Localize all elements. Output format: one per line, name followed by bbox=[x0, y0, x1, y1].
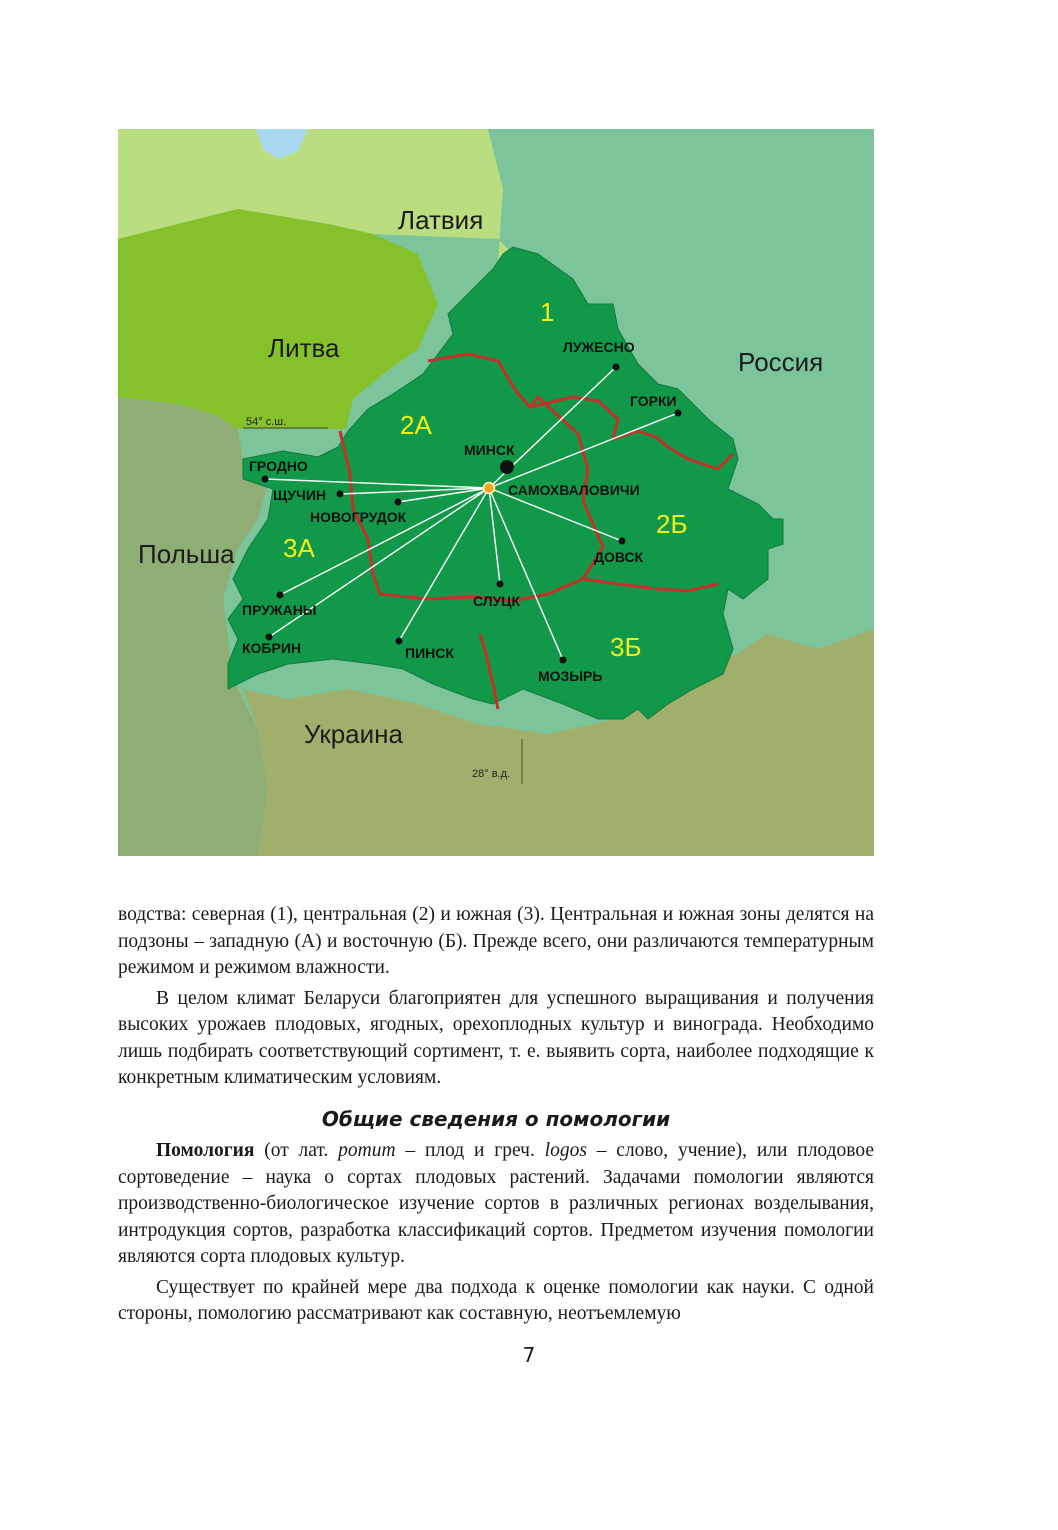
city-label-novogrudok: НОВОГРУДОК bbox=[310, 509, 407, 525]
paragraph-zones: водства: северная (1), центральная (2) и южная (3). Центральная и южная зоны делятся на подзоны – западную (А) и восточную (Б). Прежде всего, они различаются температурным режимом и режимом влажности. bbox=[118, 904, 874, 978]
city-label-gorki: ГОРКИ bbox=[630, 393, 677, 409]
zone-label-3a: 3А bbox=[283, 533, 315, 563]
country-label-latvia: Латвия bbox=[398, 205, 484, 235]
luzhesno-point bbox=[613, 364, 620, 371]
gorki-point bbox=[675, 410, 682, 417]
city-label-slutsk: СЛУЦК bbox=[473, 593, 521, 609]
latin-word: pomum bbox=[338, 1140, 396, 1161]
novogrudok-point bbox=[395, 499, 402, 506]
climate-zones-map bbox=[118, 129, 874, 856]
minsk-point bbox=[500, 460, 514, 474]
paragraph-approaches: Существует по крайней мере два подхода к оценке помологии как науки. С одной стороны, помологию рассматривают как составную, неотъемлемую bbox=[118, 1276, 874, 1324]
shchuchin-point bbox=[337, 491, 344, 498]
country-label-poland: Польша bbox=[138, 539, 235, 569]
city-label-samokhvalovichi: САМОХВАЛОВИЧИ bbox=[508, 482, 640, 498]
city-label-luzhesno: ЛУЖЕСНО bbox=[563, 339, 635, 355]
city-label-kobrin: КОБРИН bbox=[242, 640, 302, 656]
country-label-russia: Россия bbox=[738, 347, 824, 377]
mozyr-point bbox=[560, 657, 567, 664]
dovsk-point bbox=[619, 538, 626, 545]
city-label-mozyr: МОЗЫРЬ bbox=[538, 668, 603, 684]
page-number: 7 bbox=[522, 1343, 536, 1367]
definition-text-2: – плод и греч. bbox=[395, 1140, 545, 1161]
definition-text-1: (от лат. bbox=[254, 1140, 339, 1161]
latitude-label: 54° с.ш. bbox=[246, 416, 287, 428]
zone-label-3b: 3Б bbox=[610, 632, 642, 662]
city-label-pinsk: ПИНСК bbox=[405, 645, 454, 661]
slutsk-point bbox=[497, 581, 504, 588]
longitude-label: 28° в.д. bbox=[472, 768, 511, 780]
greek-word: logos bbox=[544, 1140, 587, 1161]
zone-label-2a: 2А bbox=[400, 410, 432, 440]
body-text bbox=[118, 902, 874, 1332]
city-label-minsk: МИНСК bbox=[464, 442, 515, 458]
city-label-shchuchin: ЩУЧИН bbox=[273, 487, 326, 503]
pinsk-point bbox=[396, 638, 403, 645]
zone-label-2b: 2Б bbox=[656, 509, 688, 539]
samokhvalovichi-point bbox=[484, 483, 495, 494]
definition-text-3: – слово, учение), или плодовое сортоведение – наука о сортах плодовых растений. Задачами помологии являются производственно-биологическое изучение сортов в различных регионах возделывания, интродукция сортов, разработка классификаций сортов. Предметом изучения помологии являются сорта плодовых культур. bbox=[118, 1140, 875, 1267]
paragraph-climate: В целом климат Беларуси благоприятен для успешного выращивания и получения высоких урожаев плодовых, ягодных, орехоплодных культур и винограда. Необходимо лишь подбирать соответствующий сортимент, т. е. выявить сорта, наиболее подходящие к конкретным климатическим условиям. bbox=[118, 987, 874, 1088]
grodno-point bbox=[262, 476, 269, 483]
pruzhany-point bbox=[277, 592, 284, 599]
country-label-ukraine: Украина bbox=[304, 719, 403, 749]
city-label-grodno: ГРОДНО bbox=[249, 458, 308, 474]
city-label-dovsk: ДОВСК bbox=[594, 549, 644, 565]
paragraph-pomology-definition bbox=[118, 1138, 874, 1271]
term-pomology: Помология bbox=[156, 1140, 255, 1161]
city-label-pruzhany: ПРУЖАНЫ bbox=[242, 602, 317, 618]
zone-label-1: 1 bbox=[540, 297, 555, 327]
country-label-lithuania: Литва bbox=[268, 333, 340, 363]
section-heading: Общие сведения о помологии bbox=[321, 1106, 671, 1131]
